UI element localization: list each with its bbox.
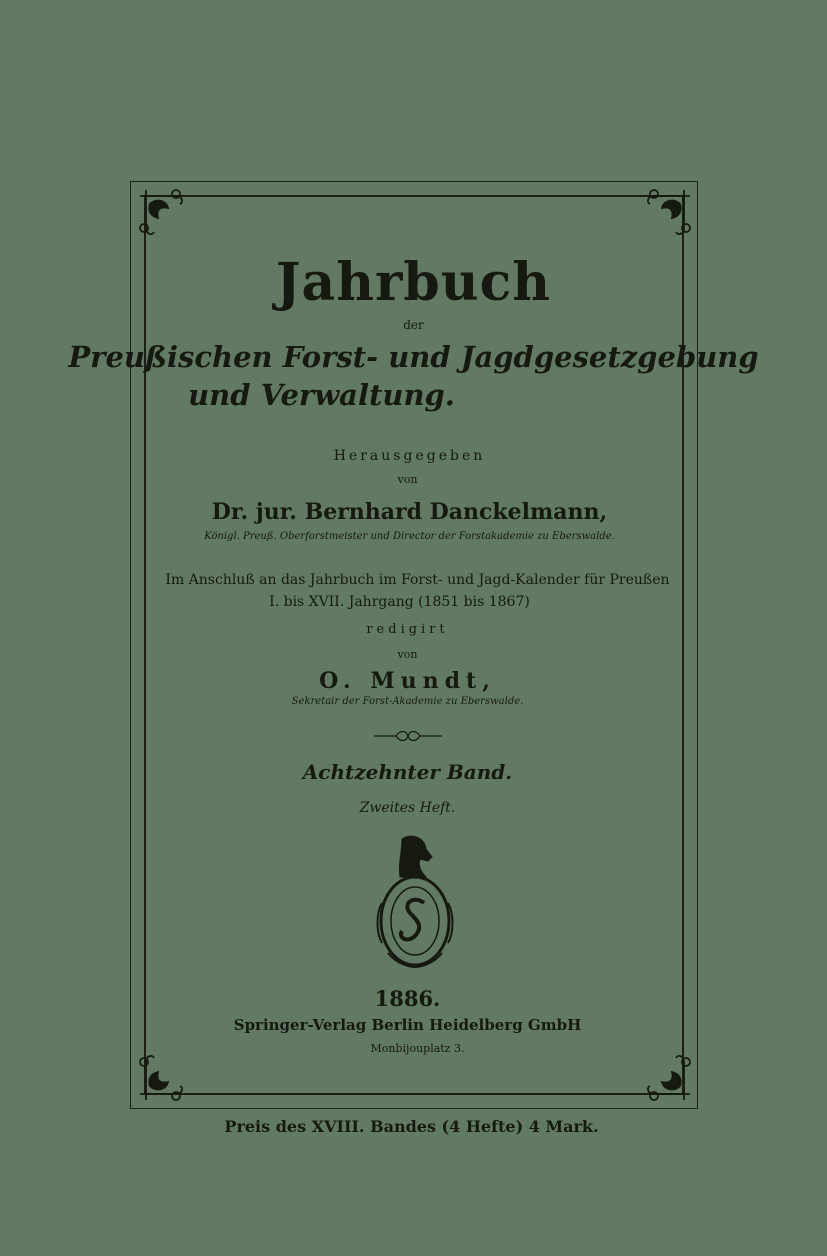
publisher-name: Springer-Verlag Berlin Heidelberg GmbH <box>233 1016 582 1034</box>
book-title: Jahrbuch <box>275 252 552 313</box>
corner-ornament-top-right-icon <box>636 186 694 244</box>
anschluss-line-2: I. bis XVII. Jahrgang (1851 bis 1867) <box>269 594 530 610</box>
redactor-role: Sekretair der Forst-Akademie zu Eberswalde. <box>291 696 524 707</box>
editor-role: Königl. Preuß. Oberforstmeister und Director der Forstakademie zu Eberswalde. <box>204 531 615 542</box>
anschluss-line-1: Im Anschluß an das Jahrbuch im Forst- und Jagd-Kalender für Preußen <box>165 572 670 588</box>
publication-year: 1886. <box>374 986 441 1011</box>
swirl-divider-icon <box>372 727 444 739</box>
von-label-editor: von <box>397 473 418 486</box>
von-label-redactor: von <box>397 648 418 661</box>
herausgegeben-label: Herausgegeben <box>333 448 486 464</box>
subtitle-line-1: Preußischen Forst- und Jagdgesetzgebung <box>68 340 759 374</box>
subtitle-line-2: und Verwaltung. <box>188 378 455 412</box>
volume-label: Achtzehnter Band. <box>302 760 513 784</box>
publisher-address: Monbijouplatz 3. <box>370 1042 465 1055</box>
title-article: der <box>403 318 424 332</box>
springer-emblem-icon <box>372 833 458 973</box>
editor-name: Dr. jur. Bernhard Danckelmann, <box>211 499 608 525</box>
issue-label: Zweites Heft. <box>359 800 456 816</box>
corner-ornament-top-left-icon <box>136 186 194 244</box>
redactor-name: O. Mundt, <box>319 668 496 694</box>
redigirt-label: redigirt <box>366 622 449 637</box>
price-note: Preis des XVIII. Bandes (4 Hefte) 4 Mark. <box>224 1117 599 1136</box>
